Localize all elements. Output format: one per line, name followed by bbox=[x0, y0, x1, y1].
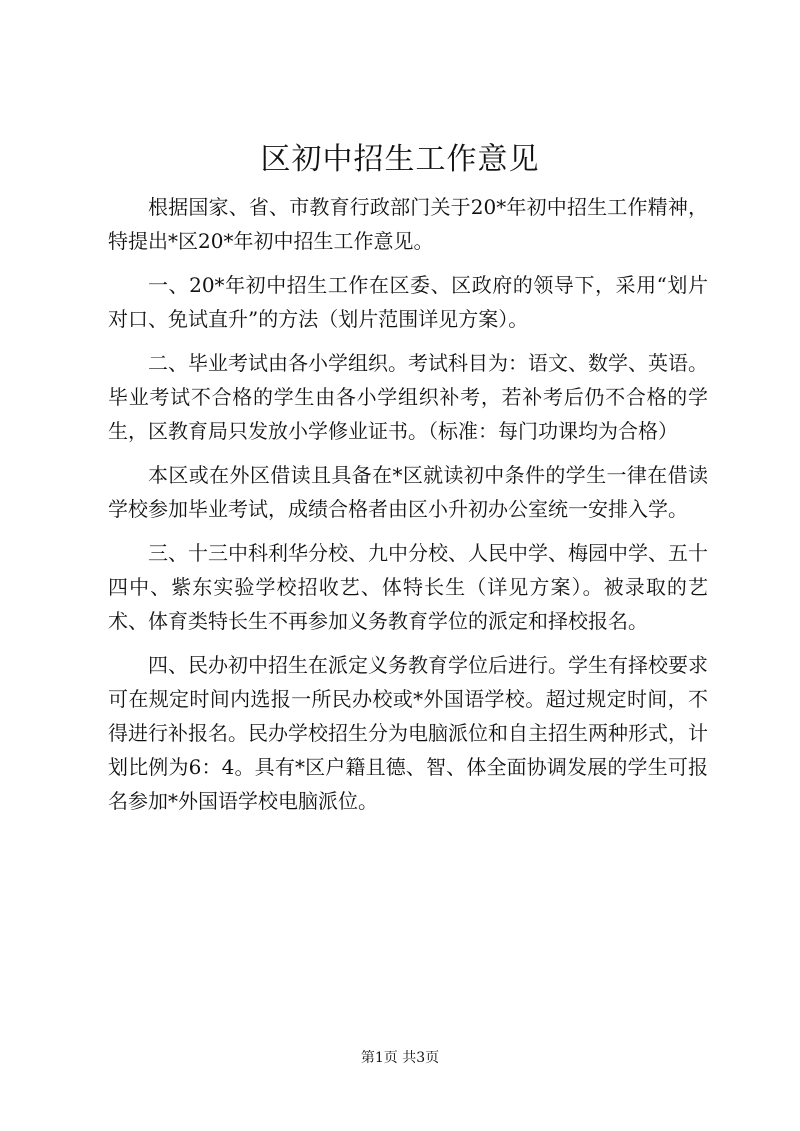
document-title: 区初中招生工作意见 bbox=[260, 142, 540, 177]
paragraph-section-4: 四、民办初中招生在派定义务教育学位后进行。学生有择校要求可在规定时间内选报一所民办校或*外国语学校。超过规定时间，不得进行补报名。民办学校招生分为电脑派位和自主招生两种形式，计划比例为6：4。具有*区户籍且德、智、体全面协调发展的学生可报名参加*外国语学校电脑派位。 bbox=[108, 653, 708, 813]
page-number-footer: 第1页 共3页 bbox=[360, 1050, 440, 1066]
paragraph-intro: 根据国家、省、市教育行政部门关于20*年初中招生工作精神，特提出*区20*年初中招生工作意见。 bbox=[108, 195, 708, 253]
paragraph-section-3: 三、十三中科利华分校、九中分校、人民中学、梅园中学、五十四中、紫东实验学校招收艺、体特长生（详见方案）。被录取的艺术、体育类特长生不再参加义务教育学位的派定和择校报名。 bbox=[108, 541, 708, 633]
paragraph-section-2-note: 本区或在外区借读且具备在*区就读初中条件的学生一律在借读学校参加毕业考试，成绩合格者由区小升初办公室统一安排入学。 bbox=[108, 463, 708, 521]
paragraph-section-1: 一、20*年初中招生工作在区委、区政府的领导下，采用“划片对口、免试直升”的方法（划片范围详见方案）。 bbox=[108, 273, 708, 331]
paragraph-section-2: 二、毕业考试由各小学组织。考试科目为：语文、数学、英语。毕业考试不合格的学生由各小学组织补考，若补考后仍不合格的学生，区教育局只发放小学修业证书。（标准：每门功课均为合格） bbox=[108, 351, 708, 443]
document-body bbox=[108, 190, 708, 828]
